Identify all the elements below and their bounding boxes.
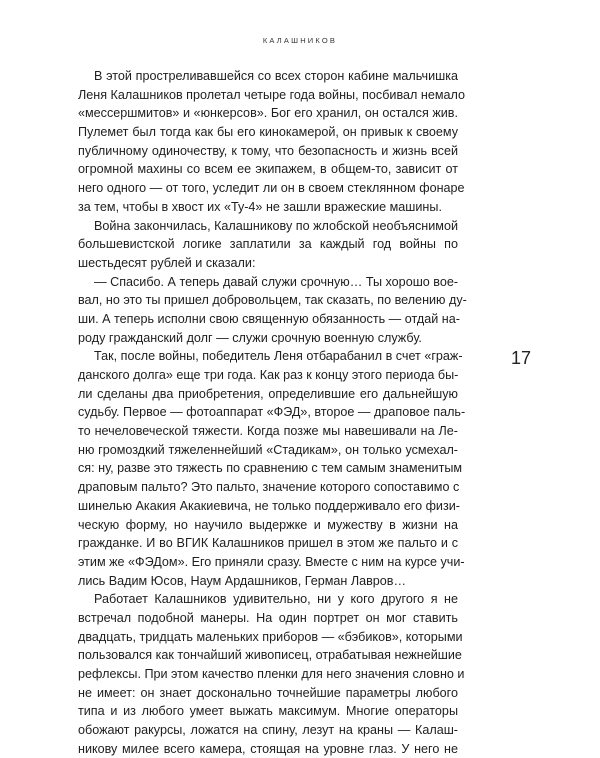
text-line: ню громоздкий тяжеленнейший «Стадикам», он только усмехал- (78, 442, 458, 457)
text-line: — Спасибо. А теперь давай служи срочную… Ты хорошо вое- (94, 274, 459, 289)
text-line: рефлексы. При этом качество пленки для него значения словно и (78, 667, 465, 681)
text-line: ши. А теперь исполни свою священную обязанность — отдай на- (78, 311, 460, 326)
text-line: большевистской логике заплатили за каждый год войны по (78, 237, 458, 252)
text-line: «мессершмитов» и «юнкерсов». Бог его хранил, он остался жив. (78, 106, 458, 121)
text-line: шестьдесят рублей и сказали: (78, 255, 256, 270)
text-line: вал, но это ты пришел добровольцем, так сказать, по велению ду- (78, 293, 467, 308)
text-line: ли сделаны два приобретения, определившие его дальнейшую (78, 386, 458, 401)
page-number: 17 (511, 348, 532, 368)
text-line: гражданке. И во ВГИК Калашников пришел в этом же пальто и с (78, 536, 458, 551)
text-line: ся: ну, разве это тяжесть по сравнению с тем самым знаменитым (78, 461, 463, 476)
text-line: В этой простреливавшейся со всех сторон кабине мальчишка (94, 69, 458, 83)
text-line: обожают ракурсы, ложатся на спину, лезут на краны — Калаш- (78, 723, 458, 738)
text-line: ческую форму, но научило выдержке и мужеству в жизни на (78, 517, 458, 532)
text-line: шинелью Акакия Акакиевича, не только поддерживало его физи- (78, 498, 460, 513)
text-line: роду гражданский долг — служи срочную военную службу. (78, 330, 422, 345)
running-header: КАЛАШНИКОВ (262, 36, 338, 45)
text-line: встречал подобной манеры. На один портрет он мог ставить (78, 610, 458, 625)
text-line: публичному одиночеству, к тому, что безопасность и жизнь всей (78, 143, 458, 158)
text-line: судьбу. Первое — фотоаппарат «ФЭД», второе — драповое паль- (78, 405, 466, 420)
text-line: двадцать, тридцать маленьких приборов — «бэбиков», которыми (78, 629, 463, 644)
text-line: огромной махины со всем ее экипажем, в общем-то, зависит от (78, 162, 458, 177)
text-line: Война закончилась, Калашникову по жлобской необъяснимой (94, 218, 458, 233)
text-line: этим же «ФЭДом». Его приняли сразу. Вместе с ним на курсе учи- (78, 554, 465, 569)
text-line: не имеет: он знает досконально точнейшие параметры любого (78, 685, 458, 700)
text-line: никову милее всего камера, стоящая на уровне глаз. У него не (78, 741, 458, 756)
text-line: за тем, чтобы в хвост их «Ту-4» не зашли вражеские машины. (78, 199, 442, 214)
text-line: то нечеловеческой тяжести. Когда позже мы навешивали на Ле- (78, 424, 458, 439)
text-line: Леня Калашников пролетал четыре года войны, посбивал немало (78, 87, 465, 102)
text-line: него одного — от того, уследит ли он в своем стеклянном фонаре (78, 181, 465, 196)
text-line: Пулемет был тогда как бы его кинокамерой, он привык к своему (78, 125, 458, 140)
text-line: драповым пальто? Это пальто, значение которого сопоставимо с (78, 480, 460, 495)
text-line: данского долга» еще три года. Как раз к концу этого периода бы- (78, 368, 459, 382)
text-line: лись Вадим Юсов, Наум Ардашников, Герман Лавров… (78, 573, 407, 588)
text-line: Так, после войны, победитель Леня отбарабанил в счет «граж- (94, 349, 463, 364)
body-text (78, 67, 467, 758)
text-line: пользовался как тончайший живописец, отрабатывая нежнейшие (78, 648, 462, 663)
text-line: Работает Калашников удивительно, ни у кого другого я не (94, 592, 458, 607)
text-line: типа и из любого умеет выжать максимум. Многие операторы (78, 704, 458, 719)
